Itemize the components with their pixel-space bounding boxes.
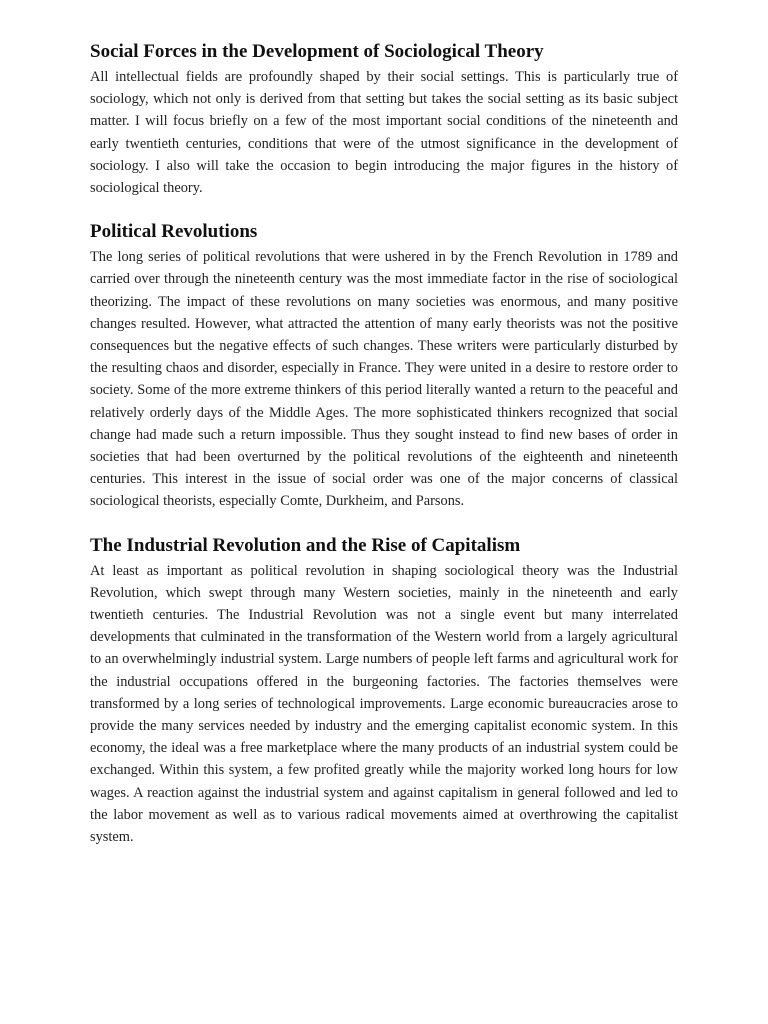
section-political-revolutions: [90, 218, 678, 512]
section-paragraph: The long series of political revolutions that were ushered in by the French Revolution in 1789 and carried over through the nineteenth century was the most immediate factor in the rise of sociological theorizing. The impact of these revolutions on many societies was enormous, and many positive changes resulted. However, what attracted the attention of many early theorists was not the positive consequences but the negative effects of such changes. These writers were particularly disturbed by the resulting chaos and disorder, especially in France. They were united in a desire to restore order to society. Some of the more extreme thinkers of this period literally wanted a return to the peaceful and relatively orderly days of the Middle Ages. The more sophisticated thinkers recognized that social change had made such a return impossible. Thus they sought instead to find new bases of order in societies that had been overturned by the political revolutions of the eighteenth and nineteenth centuries. This interest in the issue of social order was one of the major concerns of classical sociological theorists, especially Comte, Durkheim, and Parsons.: [90, 249, 678, 510]
section-heading: Political Revolutions: [90, 221, 258, 243]
section-heading: The Industrial Revolution and the Rise of Capitalism: [90, 534, 521, 556]
section-paragraph: All intellectual fields are profoundly shaped by their social settings. This is particularly true of sociology, which not only is derived from that setting but takes the social setting as its basic subject matter. I will focus briefly on a few of the most important social conditions of the nineteenth and early twentieth centuries, conditions that were of the utmost significance in the development of sociology. I also will take the occasion to begin introducing the major figures in the history of sociological theory.: [90, 69, 678, 197]
section-paragraph: At least as important as political revolution in shaping sociological theory was the Industrial Revolution, which swept through many Western societies, mainly in the nineteenth and early twentieth centuries. The Industrial Revolution was not a single event but many interrelated developments that culminated in the transformation of the Western world from a largely agricultural to an overwhelmingly industrial system. Large numbers of people left farms and agricultural work for the industrial occupations offered in the burgeoning factories. The factories themselves were transformed by a long series of technological improvements. Large economic bureaucracies arose to provide the many services needed by industry and the emerging capitalist economic system. In this economy, the ideal was a free marketplace where the many products of an industrial system could be exchanged. Within this system, a few profited greatly while the majority worked long hours for low wages. A reaction against the industrial system and against capitalism in general followed and led to the labor movement as well as to various radical movements aimed at overthrowing the capitalist system.: [90, 562, 678, 846]
section-heading: Social Forces in the Development of Sociological Theory: [90, 41, 544, 62]
document-page: [90, 38, 678, 848]
section-industrial-revolution: [90, 532, 678, 849]
section-social-forces: [90, 38, 678, 199]
